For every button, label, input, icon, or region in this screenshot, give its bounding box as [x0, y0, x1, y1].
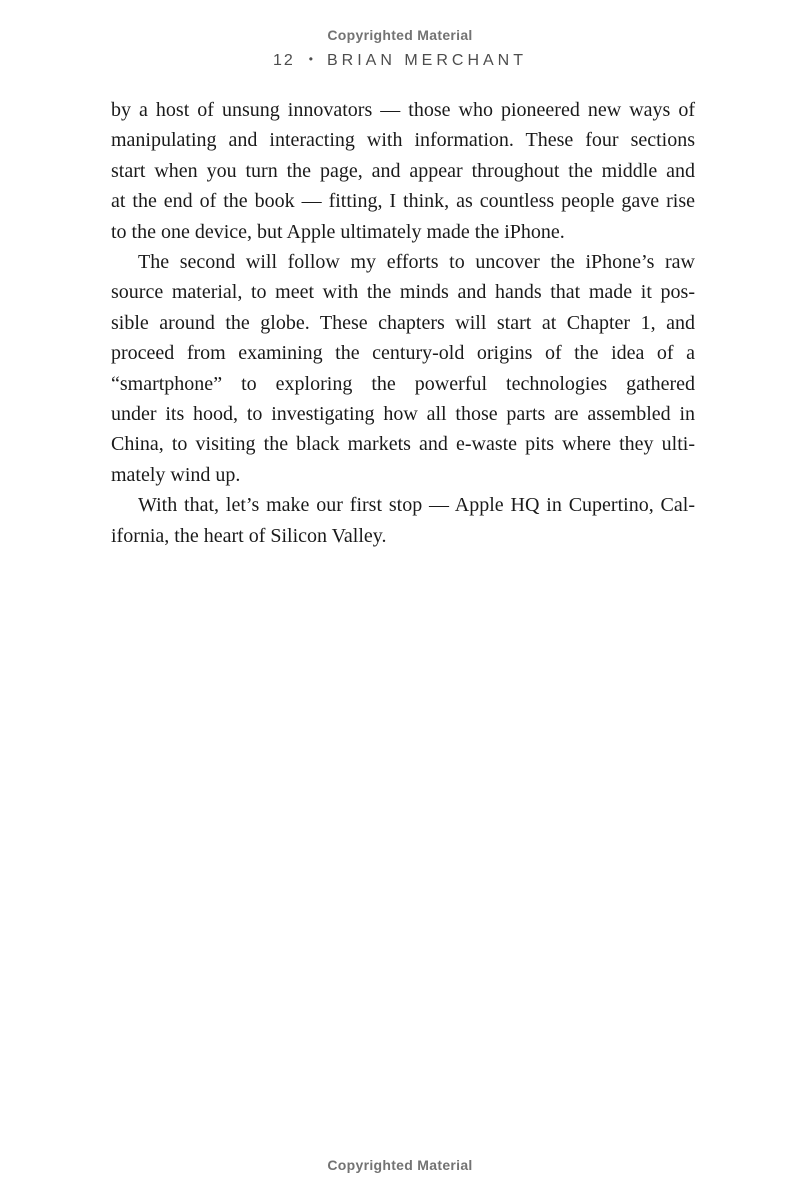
text-line: China, to visiting the black markets and e-waste pits where they ulti- [111, 433, 695, 456]
text-line: manipulating and interacting with information. These four sections [111, 129, 695, 152]
text-line: proceed from examining the century-old origins of the idea of a [111, 342, 695, 365]
text-line: under its hood, to investigating how all those parts are assembled in [111, 403, 695, 426]
text-line: by a host of unsung innovators — those who pioneered new ways of [111, 99, 695, 121]
text-line: With that, let’s make our first stop — Apple HQ in Cupertino, Cal- [138, 494, 695, 517]
paragraph [111, 490, 695, 551]
bullet-separator: • [308, 52, 313, 66]
text-line: to the one device, but Apple ultimately made the iPhone. [111, 220, 565, 243]
text-line: start when you turn the page, and appear throughout the middle and [111, 159, 695, 182]
text-line: at the end of the book — fitting, I think, as countless people gave rise [111, 190, 695, 213]
text-line: mately wind up. [111, 463, 241, 486]
text-line: “smartphone” to exploring the powerful technologies gathered [111, 372, 695, 395]
text-line: source material, to meet with the minds and hands that made it pos- [111, 281, 695, 304]
author-name: BRIAN MERCHANT [326, 52, 527, 69]
text-line: The second will follow my efforts to uncover the iPhone’s raw [138, 251, 695, 274]
body-text [111, 95, 695, 551]
text-line: sible around the globe. These chapters will start at Chapter 1, and [111, 311, 695, 334]
paragraph [111, 247, 695, 490]
running-header [0, 52, 800, 70]
text-line: ifornia, the heart of Silicon Valley. [111, 524, 387, 547]
page-number: 12 [272, 52, 295, 69]
copyright-notice-top: Copyrighted Material [327, 27, 473, 43]
copyright-notice-bottom: Copyrighted Material [327, 1157, 473, 1173]
paragraph [111, 95, 695, 247]
